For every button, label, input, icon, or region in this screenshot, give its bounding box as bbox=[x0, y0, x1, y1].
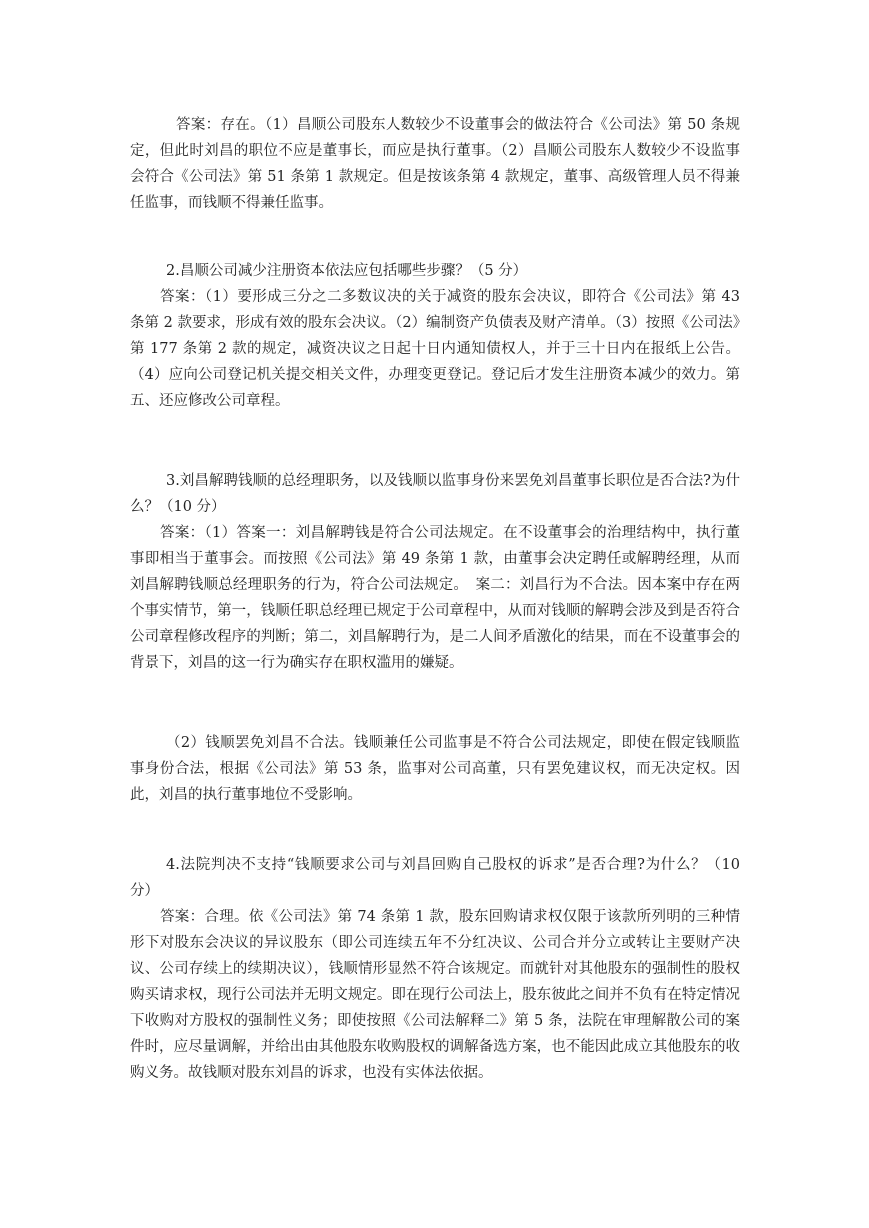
answer-1-paragraph: 答案：存在。（1）昌顺公司股东人数较少不设董事会的做法符合《公司法》第 50 条规定，但此时刘昌的职位不应是董事长，而应是执行董事。（2）昌顺公司股东人数较少不设监事会符合《公司法》第 51 条第 1 款规定。但是按该条第 4 款规定，董事、高级管理人员不得兼任监事，而钱顺不得兼任监事。 bbox=[130, 117, 740, 211]
question-3-heading: 3.刘昌解聘钱顺的总经理职务，以及钱顺以监事身份来罢免刘昌董事长职位是否合法?为什么？（10 分） bbox=[130, 473, 740, 515]
answer-3-part-2-paragraph: （2）钱顺罢免刘昌不合法。钱顺兼任公司监事是不符合公司法规定，即使在假定钱顺监事身份合法，根据《公司法》第 53 条，监事对公司高董，只有罢免建议权，而无决定权。因此，刘昌的执行董事地位不受影响。 bbox=[130, 735, 740, 803]
answer-2-paragraph: 答案：（1）要形成三分之二多数议决的关于减资的股东会决议，即符合《公司法》第 43 条第 2 款要求，形成有效的股东会决议。（2）编制资产负债表及财产清单。（3）按照《公司法》第 177 条第 2 款的规定，减资决议之日起十日内通知债权人，并于三十日内在报纸上公告。（4）应向公司登记机关提交相关文件，办理变更登记。登记后才发生注册资本减少的效力。第五、还应修改公司章程。 bbox=[130, 289, 740, 409]
question-4-heading: 4.法院判决不支持“钱顺要求公司与刘昌回购自己股权的诉求”是否合理?为什么？（10 分） bbox=[130, 857, 740, 899]
question-2-heading: 2.昌顺公司减少注册资本依法应包括哪些步骤？（5 分） bbox=[166, 263, 528, 279]
answer-4-paragraph: 答案：合理。依《公司法》第 74 条第 1 款，股东回购请求权仅限于该款所列明的三种情形下对股东会决议的异议股东（即公司连续五年不分红决议、公司合并分立或转让主要财产决议、公司存续上的续期决议），钱顺情形显然不符合该规定。而就针对其他股东的强制性的股权购买请求权，现行公司法并无明文规定。即在现行公司法上，股东彼此之间并不负有在特定情况下收购对方股权的强制性义务；即使按照《公司法解释二》第 5 条，法院在审理解散公司的案件时，应尽量调解，并给出由其他股东收购股权的调解备选方案，也不能因此成立其他股东的收购义务。故钱顺对股东刘昌的诉求，也没有实体法依据。 bbox=[130, 909, 740, 1081]
answer-3-paragraph: 答案：（1）答案一：刘昌解聘钱是符合公司法规定。在不设董事会的治理结构中，执行董事即相当于董事会。而按照《公司法》第 49 条第 1 款，由董事会决定聘任或解聘经理，从而刘昌解聘钱顺总经理职务的行为，符合公司法规定。 案二：刘昌行为不合法。因本案中存在两个事实情节，第一，钱顺任职总经理已规定于公司章程中，从而对钱顺的解聘会涉及到是否符合公司章程修改程序的判断；第二，刘昌解聘行为，是二人间矛盾激化的结果，而在不设董事会的背景下，刘昌的这一行为确实存在职权滥用的嫌疑。 bbox=[130, 525, 740, 671]
